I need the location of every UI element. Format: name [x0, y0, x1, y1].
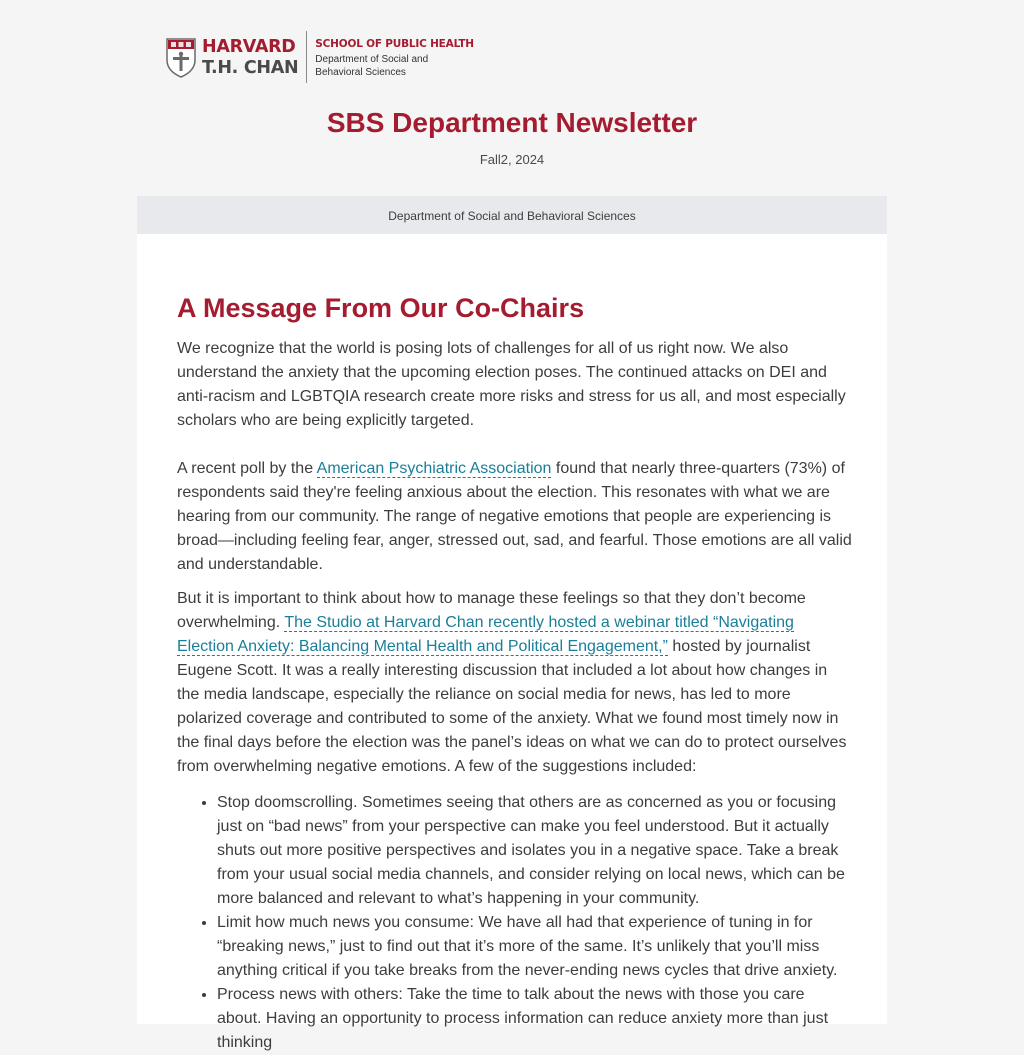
paragraph-poll-text-after: found that nearly three-quarters (73%) of respondents said they're feeling anxious about the election. This resonates with what we are hearing from our community. The range of negative emotions that people are experiencing is broad—including feeling fear, anger, stressed out, sad, and fearful. Those emotions are all valid and understandable. [177, 460, 852, 573]
harvard-shield-icon [166, 38, 196, 78]
logo-school [315, 37, 474, 79]
apa-link[interactable]: American Psychiatric Association [316, 460, 552, 477]
list-item: • Stop doomscrolling. Sometimes seeing that others are as concerned as you or focusing just on “bad news” from your perspective can make you feel understood. But it actually shuts out more positive perspectives and isolates you in a negative space. Take a break from your usual social media channels, and consider relying on local news, which can be more balanced and relevant to what’s happening in your community. [217, 791, 852, 911]
paragraph-webinar-text-after: hosted by journalist Eugene Scott. It was a really interesting discussion that included a lot about how changes in the media landscape, especially the reliance on social media for news, has led to more polarized coverage and contributed to some of the anxiety. What we found most timely now in the final days before the election was the panel’s ideas on what we can do to protect ourselves from overwhelming negative emotions. A few of the suggestions included: [177, 638, 847, 775]
list-item: • Process news with others: Take the time to talk about the news with those you care about. Having an opportunity to process information can reduce anxiety more than just thinking [217, 983, 852, 1055]
logo-department-name: Department of Social and Behavioral Sciences [315, 54, 429, 78]
logo-chan-text: T.H. CHAN [202, 58, 299, 78]
section-heading: A Message From Our Co-Chairs [177, 293, 585, 323]
paragraph-webinar [177, 587, 852, 779]
newsletter-issue-date: Fall2, 2024 [479, 152, 545, 167]
paragraph-intro: We recognize that the world is posing lots of challenges for all of us right now. We also understand the anxiety that the upcoming election poses. The continued attacks on DEI and anti-racism and LGBTQIA research create more risks and stress for us all, and most especially scholars who are being explicitly targeted. [177, 340, 846, 429]
department-band: Department of Social and Behavioral Sciences [137, 196, 887, 234]
newsletter-title: SBS Department Newsletter [326, 107, 698, 138]
paragraph-webinar-text-before: But it is important to think about how to manage these feelings so that they don’t become overwhelming. [177, 590, 806, 631]
article-content [177, 289, 852, 1055]
paragraph-poll-text-before: A recent poll by the [177, 460, 317, 477]
logo-wordmark [202, 37, 298, 79]
logo-divider [306, 31, 307, 83]
suggestions-list [177, 791, 852, 1055]
logo-harvard-text: HARVARD [202, 37, 296, 57]
logo-school-name: SCHOOL OF PUBLIC HEALTH [315, 38, 474, 50]
newsletter-body-card [137, 234, 887, 1051]
webinar-link[interactable]: The Studio at Harvard Chan recently hosted a webinar titled “Navigating Election Anxiety: Balancing Mental Health and Political Engagement,” [177, 614, 794, 655]
list-item: • Limit how much news you consume: We have all had that experience of tuning in for “breaking news,” just to find out that it’s more of the same. It’s unlikely that you’ll miss anything critical if you take breaks from the never-ending news cycles that drive anxiety. [217, 911, 852, 983]
paragraph-poll [177, 457, 852, 577]
harvard-chan-logo[interactable] [166, 31, 474, 85]
